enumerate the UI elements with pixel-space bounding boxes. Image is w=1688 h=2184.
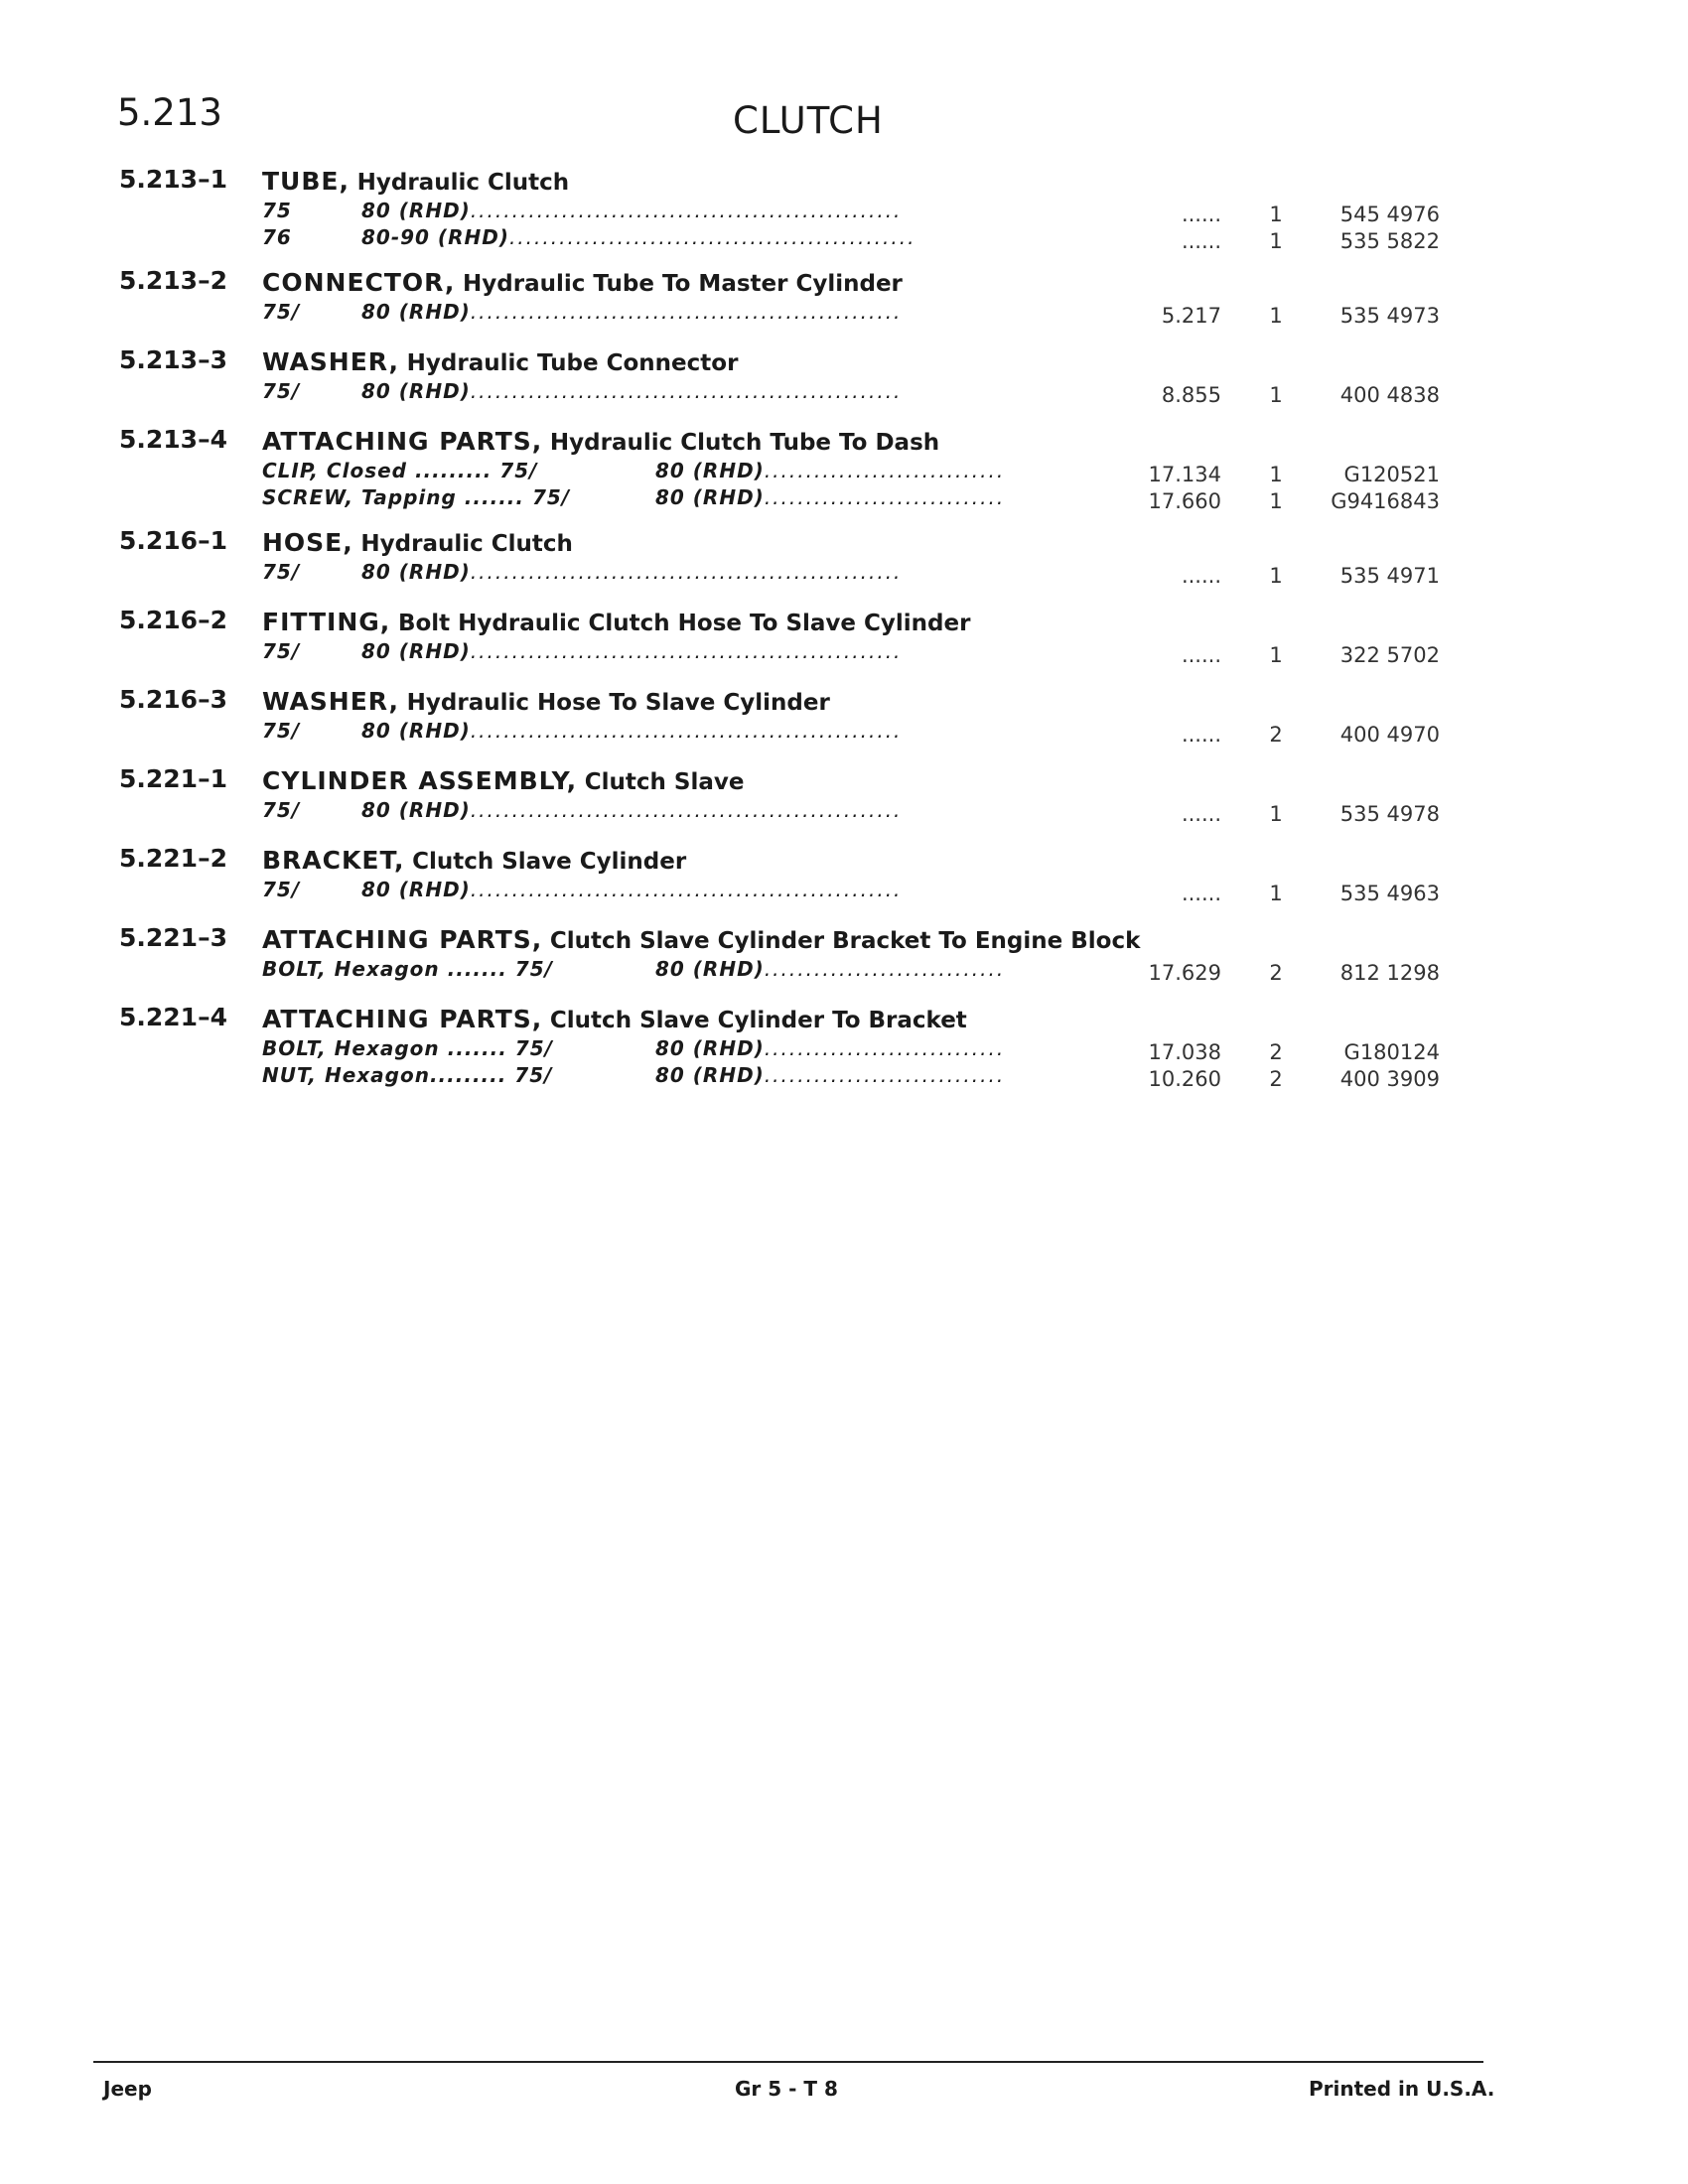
entry-number: 5.221–1 bbox=[119, 764, 227, 793]
model-range: 80 (RHD) bbox=[361, 798, 471, 822]
part-description: Hydraulic Tube Connector bbox=[406, 350, 739, 376]
part-row bbox=[0, 639, 1688, 665]
part-row bbox=[0, 878, 1688, 903]
model-code: NUT, Hexagon......... 75/ bbox=[262, 1063, 553, 1087]
model-applicability bbox=[655, 1036, 1005, 1060]
entry-heading bbox=[262, 925, 1140, 954]
model-code: 75/ bbox=[262, 560, 301, 584]
part-number: G180124 bbox=[1343, 1040, 1440, 1064]
model-range: 80 (RHD) bbox=[655, 485, 765, 509]
model-range: 80 (RHD) bbox=[655, 459, 765, 482]
quantity: 1 bbox=[1269, 463, 1283, 486]
section-number: 5.213 bbox=[117, 91, 222, 134]
entry-heading bbox=[262, 846, 686, 875]
entry-number: 5.221–4 bbox=[119, 1003, 227, 1031]
part-row bbox=[0, 379, 1688, 405]
reference-number: ...... bbox=[1181, 203, 1221, 226]
model-applicability bbox=[361, 798, 902, 822]
reference-number: ...... bbox=[1181, 882, 1221, 905]
entry-number: 5.216–2 bbox=[119, 606, 227, 634]
part-row bbox=[0, 798, 1688, 824]
part-row bbox=[0, 199, 1688, 224]
part-description: Hydraulic Clutch Tube To Dash bbox=[549, 430, 940, 456]
model-code: 75/ bbox=[262, 878, 301, 901]
quantity: 1 bbox=[1269, 564, 1283, 588]
part-row bbox=[0, 560, 1688, 586]
part-row bbox=[0, 459, 1688, 484]
reference-number: ...... bbox=[1181, 802, 1221, 826]
part-description: Bolt Hydraulic Clutch Hose To Slave Cylinder bbox=[397, 611, 971, 636]
model-applicability bbox=[361, 560, 902, 584]
part-name: ATTACHING PARTS, bbox=[262, 925, 543, 954]
footer-divider bbox=[93, 2061, 1483, 2063]
model-code: 75/ bbox=[262, 798, 301, 822]
model-range: 80 (RHD) bbox=[655, 1036, 765, 1060]
part-number: 400 3909 bbox=[1339, 1067, 1440, 1091]
model-code: 75 bbox=[262, 199, 292, 222]
part-description: Clutch Slave Cylinder To Bracket bbox=[549, 1008, 967, 1033]
model-applicability bbox=[361, 199, 902, 222]
reference-number: 17.629 bbox=[1148, 961, 1221, 985]
entry-number: 5.213–2 bbox=[119, 266, 227, 295]
model-range: 80 (RHD) bbox=[361, 560, 471, 584]
part-number: G120521 bbox=[1343, 463, 1440, 486]
model-applicability bbox=[361, 300, 902, 324]
model-code: BOLT, Hexagon ....... 75/ bbox=[262, 1036, 553, 1060]
dot-leader: .................................................... bbox=[470, 719, 903, 743]
model-applicability bbox=[361, 719, 902, 743]
model-range: 80 (RHD) bbox=[361, 639, 471, 663]
part-row bbox=[0, 485, 1688, 511]
footer-brand: Jeep bbox=[103, 2077, 152, 2101]
reference-number: 5.217 bbox=[1161, 304, 1221, 328]
reference-number: 17.660 bbox=[1148, 489, 1221, 513]
part-name: TUBE, bbox=[262, 167, 350, 196]
entry-heading bbox=[262, 167, 569, 196]
quantity: 2 bbox=[1269, 723, 1283, 747]
model-code: 75/ bbox=[262, 300, 301, 324]
page-title: CLUTCH bbox=[733, 99, 884, 142]
model-range: 80-90 (RHD) bbox=[361, 225, 509, 249]
dot-leader: .................................................... bbox=[470, 878, 903, 901]
model-applicability bbox=[655, 957, 1005, 981]
reference-number: 17.134 bbox=[1148, 463, 1221, 486]
dot-leader: ............................. bbox=[764, 485, 1006, 509]
reference-number: ...... bbox=[1181, 643, 1221, 667]
part-description: Hydraulic Tube To Master Cylinder bbox=[463, 271, 903, 297]
model-applicability bbox=[655, 485, 1005, 509]
model-code: 75/ bbox=[262, 379, 301, 403]
model-code: 75/ bbox=[262, 639, 301, 663]
quantity: 1 bbox=[1269, 489, 1283, 513]
entry-heading bbox=[262, 268, 903, 297]
reference-number: 8.855 bbox=[1161, 383, 1221, 407]
model-range: 80 (RHD) bbox=[655, 957, 765, 981]
model-applicability bbox=[361, 379, 902, 403]
model-range: 80 (RHD) bbox=[361, 878, 471, 901]
entry-number: 5.213–3 bbox=[119, 345, 227, 374]
part-number: 535 4971 bbox=[1339, 564, 1440, 588]
quantity: 1 bbox=[1269, 304, 1283, 328]
reference-number: ...... bbox=[1181, 564, 1221, 588]
dot-leader: ................................................. bbox=[508, 225, 916, 249]
model-applicability bbox=[361, 225, 915, 249]
model-range: 80 (RHD) bbox=[655, 1063, 765, 1087]
model-applicability bbox=[655, 459, 1005, 482]
part-name: BRACKET, bbox=[262, 846, 405, 875]
model-applicability bbox=[361, 878, 902, 901]
part-description: Clutch Slave bbox=[584, 769, 745, 795]
dot-leader: ............................. bbox=[764, 957, 1006, 981]
part-name: FITTING, bbox=[262, 608, 391, 636]
dot-leader: .................................................... bbox=[470, 379, 903, 403]
reference-number: 10.260 bbox=[1148, 1067, 1221, 1091]
model-range: 80 (RHD) bbox=[361, 719, 471, 743]
model-code: CLIP, Closed ......... 75/ bbox=[262, 459, 538, 482]
entry-heading bbox=[262, 347, 738, 376]
part-name: WASHER, bbox=[262, 687, 400, 716]
entry-number: 5.216–3 bbox=[119, 685, 227, 714]
part-number: 535 4963 bbox=[1339, 882, 1440, 905]
model-applicability bbox=[361, 639, 902, 663]
part-name: CYLINDER ASSEMBLY, bbox=[262, 766, 578, 795]
entry-number: 5.216–1 bbox=[119, 526, 227, 555]
entry-heading bbox=[262, 608, 970, 636]
part-description: Hydraulic Clutch bbox=[360, 531, 573, 557]
part-description: Clutch Slave Cylinder bbox=[412, 849, 687, 875]
part-row bbox=[0, 225, 1688, 251]
model-range: 80 (RHD) bbox=[361, 199, 471, 222]
part-description: Clutch Slave Cylinder Bracket To Engine Block bbox=[549, 928, 1141, 954]
part-number: 535 5822 bbox=[1339, 229, 1440, 253]
quantity: 1 bbox=[1269, 229, 1283, 253]
quantity: 1 bbox=[1269, 802, 1283, 826]
part-name: WASHER, bbox=[262, 347, 400, 376]
part-row bbox=[0, 719, 1688, 745]
dot-leader: .................................................... bbox=[470, 798, 903, 822]
part-number: 400 4970 bbox=[1339, 723, 1440, 747]
entry-number: 5.221–2 bbox=[119, 844, 227, 873]
dot-leader: ............................. bbox=[764, 459, 1006, 482]
model-code: 76 bbox=[262, 225, 292, 249]
entry-heading bbox=[262, 1005, 967, 1033]
part-number: G9416843 bbox=[1331, 489, 1440, 513]
dot-leader: .................................................... bbox=[470, 560, 903, 584]
part-name: CONNECTOR, bbox=[262, 268, 456, 297]
model-applicability bbox=[655, 1063, 1005, 1087]
model-code: 75/ bbox=[262, 719, 301, 743]
footer-printed-note: Printed in U.S.A. bbox=[1309, 2077, 1495, 2101]
part-number: 545 4976 bbox=[1339, 203, 1440, 226]
part-name: ATTACHING PARTS, bbox=[262, 427, 543, 456]
part-row bbox=[0, 300, 1688, 326]
part-number: 400 4838 bbox=[1339, 383, 1440, 407]
part-number: 535 4978 bbox=[1339, 802, 1440, 826]
quantity: 1 bbox=[1269, 882, 1283, 905]
reference-number: 17.038 bbox=[1148, 1040, 1221, 1064]
dot-leader: .................................................... bbox=[470, 639, 903, 663]
model-range: 80 (RHD) bbox=[361, 300, 471, 324]
quantity: 1 bbox=[1269, 203, 1283, 226]
dot-leader: ............................. bbox=[764, 1063, 1006, 1087]
reference-number: ...... bbox=[1181, 723, 1221, 747]
entry-heading bbox=[262, 528, 573, 557]
entry-heading bbox=[262, 687, 830, 716]
part-number: 812 1298 bbox=[1339, 961, 1440, 985]
entry-number: 5.213–1 bbox=[119, 165, 227, 194]
quantity: 1 bbox=[1269, 383, 1283, 407]
dot-leader: .................................................... bbox=[470, 199, 903, 222]
footer-page-code: Gr 5 - T 8 bbox=[735, 2077, 838, 2101]
entry-heading bbox=[262, 766, 745, 795]
quantity: 1 bbox=[1269, 643, 1283, 667]
entry-heading bbox=[262, 427, 939, 456]
part-row bbox=[0, 1036, 1688, 1062]
quantity: 2 bbox=[1269, 961, 1283, 985]
model-range: 80 (RHD) bbox=[361, 379, 471, 403]
model-code: BOLT, Hexagon ....... 75/ bbox=[262, 957, 553, 981]
entry-number: 5.213–4 bbox=[119, 425, 227, 454]
dot-leader: .................................................... bbox=[470, 300, 903, 324]
part-description: Hydraulic Clutch bbox=[356, 170, 570, 196]
part-name: ATTACHING PARTS, bbox=[262, 1005, 543, 1033]
part-row bbox=[0, 1063, 1688, 1089]
model-code: SCREW, Tapping ....... 75/ bbox=[262, 485, 571, 509]
part-name: HOSE, bbox=[262, 528, 353, 557]
part-number: 535 4973 bbox=[1339, 304, 1440, 328]
part-row bbox=[0, 957, 1688, 983]
part-description: Hydraulic Hose To Slave Cylinder bbox=[406, 690, 830, 716]
quantity: 2 bbox=[1269, 1040, 1283, 1064]
entry-number: 5.221–3 bbox=[119, 923, 227, 952]
dot-leader: ............................. bbox=[764, 1036, 1006, 1060]
part-number: 322 5702 bbox=[1339, 643, 1440, 667]
reference-number: ...... bbox=[1181, 229, 1221, 253]
quantity: 2 bbox=[1269, 1067, 1283, 1091]
